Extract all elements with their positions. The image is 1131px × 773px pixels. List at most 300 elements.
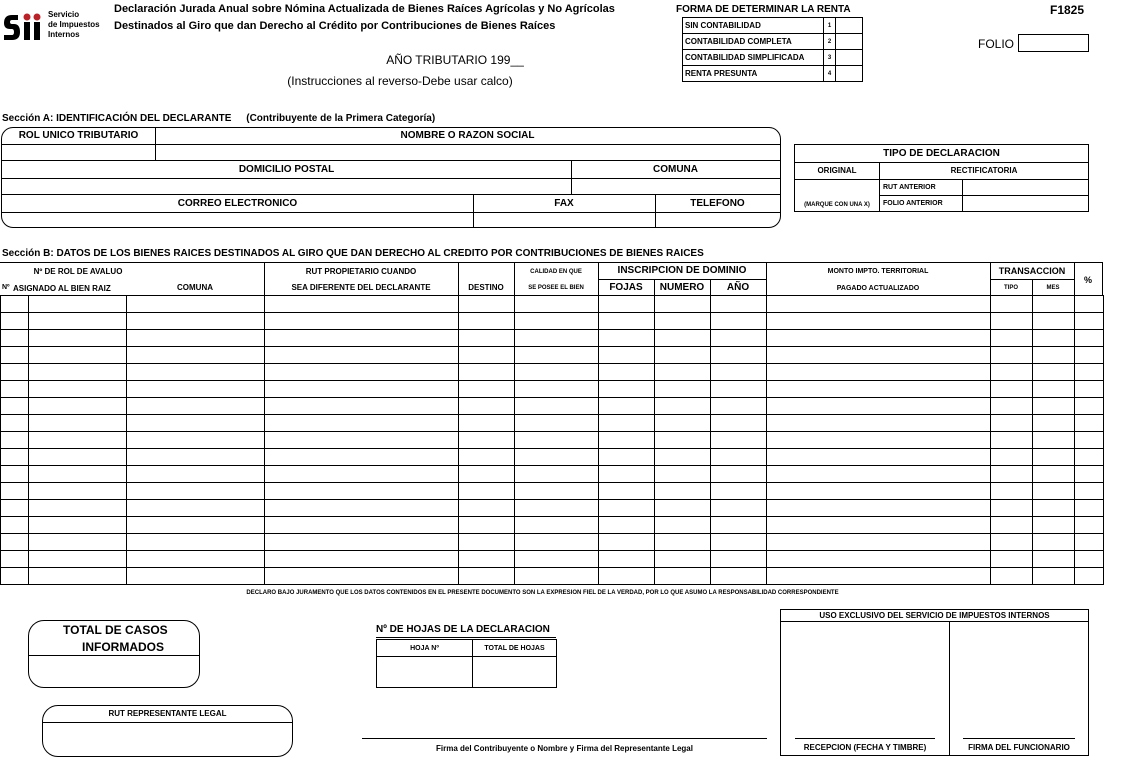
renta-option-number: 3 (824, 50, 836, 66)
cell-tipo[interactable] (991, 568, 1033, 585)
cell-tipo[interactable] (991, 483, 1033, 500)
cell-mes[interactable] (1033, 313, 1075, 330)
cell-no[interactable] (1, 432, 29, 449)
email-field[interactable] (2, 213, 472, 227)
comuna-field[interactable] (572, 179, 780, 194)
cell-no[interactable] (1, 347, 29, 364)
cell-porcentaje[interactable] (1075, 466, 1104, 483)
cell-fojas[interactable] (599, 483, 655, 500)
pages-box (376, 639, 557, 688)
cell-monto[interactable] (767, 381, 991, 398)
col-rol-avaluo: Nº DE ROL DE AVALUO (33, 267, 123, 276)
cell-tipo[interactable] (991, 364, 1033, 381)
cell-calidad[interactable] (515, 534, 599, 551)
tax-year: AÑO TRIBUTARIO 199__ (386, 53, 524, 67)
cell-calidad[interactable] (515, 415, 599, 432)
cell-rol-asignado[interactable] (29, 415, 127, 432)
cell-fojas[interactable] (599, 466, 655, 483)
cell-calidad[interactable] (515, 347, 599, 364)
cell-destino[interactable] (459, 449, 515, 466)
cell-calidad[interactable] (515, 466, 599, 483)
cell-anio[interactable] (711, 364, 767, 381)
legal-rep-rut-field[interactable] (49, 724, 286, 754)
cell-comuna[interactable] (127, 398, 265, 415)
cell-porcentaje[interactable] (1075, 364, 1104, 381)
cell-calidad[interactable] (515, 449, 599, 466)
cell-monto[interactable] (767, 551, 991, 568)
cell-comuna[interactable] (127, 449, 265, 466)
cell-tipo[interactable] (991, 449, 1033, 466)
cell-destino[interactable] (459, 313, 515, 330)
cell-mes[interactable] (1033, 347, 1075, 364)
cell-comuna[interactable] (127, 296, 265, 313)
cell-porcentaje[interactable] (1075, 296, 1104, 313)
section-a-title (2, 113, 435, 124)
cell-rol-asignado[interactable] (29, 483, 127, 500)
cell-tipo[interactable] (991, 330, 1033, 347)
name-label: NOMBRE O RAZON SOCIAL (400, 130, 535, 141)
cell-destino[interactable] (459, 517, 515, 534)
cell-porcentaje[interactable] (1075, 432, 1104, 449)
cell-fojas[interactable] (599, 415, 655, 432)
cell-monto[interactable] (767, 534, 991, 551)
cell-rol-asignado[interactable] (29, 568, 127, 585)
cell-tipo[interactable] (991, 534, 1033, 551)
cell-monto[interactable] (767, 517, 991, 534)
cell-rut-propietario[interactable] (265, 330, 459, 347)
cell-mes[interactable] (1033, 500, 1075, 517)
cell-anio[interactable] (711, 347, 767, 364)
cell-mes[interactable] (1033, 568, 1075, 585)
cell-numero[interactable] (655, 330, 711, 347)
table-row (1, 432, 1104, 449)
cell-destino[interactable] (459, 466, 515, 483)
section-b-header (0, 262, 1103, 296)
cell-destino[interactable] (459, 483, 515, 500)
cell-mes[interactable] (1033, 381, 1075, 398)
phone-field[interactable] (656, 213, 780, 227)
renta-option-checkbox[interactable] (836, 18, 863, 34)
cell-anio[interactable] (711, 398, 767, 415)
cell-no[interactable] (1, 483, 29, 500)
section-a-heading: Sección A: IDENTIFICACIÓN DEL DECLARANTE (2, 113, 232, 124)
renta-option-checkbox[interactable] (836, 34, 863, 50)
cell-anio[interactable] (711, 296, 767, 313)
cell-comuna[interactable] (127, 551, 265, 568)
cell-fojas[interactable] (599, 364, 655, 381)
cell-mes[interactable] (1033, 483, 1075, 500)
cell-tipo[interactable] (991, 466, 1033, 483)
cell-rut-propietario[interactable] (265, 466, 459, 483)
cell-comuna[interactable] (127, 313, 265, 330)
cell-porcentaje[interactable] (1075, 483, 1104, 500)
cell-porcentaje[interactable] (1075, 568, 1104, 585)
cell-fojas[interactable] (599, 347, 655, 364)
cell-calidad[interactable] (515, 330, 599, 347)
cell-rol-asignado[interactable] (29, 500, 127, 517)
table-row (1, 517, 1104, 534)
cell-no[interactable] (1, 398, 29, 415)
renta-title: FORMA DE DETERMINAR LA RENTA (676, 4, 851, 15)
cell-anio[interactable] (711, 432, 767, 449)
cell-monto[interactable] (767, 500, 991, 517)
cell-porcentaje[interactable] (1075, 415, 1104, 432)
cell-destino[interactable] (459, 398, 515, 415)
cell-monto[interactable] (767, 568, 991, 585)
original-checkbox[interactable] (797, 181, 877, 199)
reception-stamp-area[interactable] (785, 624, 945, 734)
cell-monto[interactable] (767, 432, 991, 449)
folio-field[interactable] (1018, 34, 1089, 52)
official-signature-area[interactable] (953, 624, 1084, 734)
cell-no[interactable] (1, 568, 29, 585)
cell-destino[interactable] (459, 551, 515, 568)
cell-destino[interactable] (459, 364, 515, 381)
cell-fojas[interactable] (599, 568, 655, 585)
cell-rut-propietario[interactable] (265, 483, 459, 500)
cell-fojas[interactable] (599, 313, 655, 330)
cell-rol-asignado[interactable] (29, 330, 127, 347)
cell-anio[interactable] (711, 483, 767, 500)
cell-rol-asignado[interactable] (29, 313, 127, 330)
cell-rol-asignado[interactable] (29, 381, 127, 398)
cell-comuna[interactable] (127, 432, 265, 449)
comuna-label: COMUNA (653, 163, 698, 175)
cell-monto[interactable] (767, 313, 991, 330)
cell-rut-propietario[interactable] (265, 432, 459, 449)
signature-area[interactable] (362, 700, 767, 738)
cell-comuna[interactable] (127, 466, 265, 483)
cell-destino[interactable] (459, 381, 515, 398)
cell-numero[interactable] (655, 432, 711, 449)
cell-tipo[interactable] (991, 381, 1033, 398)
cell-tipo[interactable] (991, 415, 1033, 432)
cell-comuna[interactable] (127, 330, 265, 347)
cell-fojas[interactable] (599, 517, 655, 534)
cell-fojas[interactable] (599, 398, 655, 415)
cell-destino[interactable] (459, 347, 515, 364)
cell-mes[interactable] (1033, 517, 1075, 534)
cell-rol-asignado[interactable] (29, 551, 127, 568)
col-tipo: TIPO (1003, 285, 1018, 291)
cell-destino[interactable] (459, 330, 515, 347)
folio-anterior-field[interactable] (963, 196, 1088, 211)
cell-no[interactable] (1, 500, 29, 517)
sii-logo (2, 9, 108, 45)
cell-calidad[interactable] (515, 296, 599, 313)
official-signature-label: FIRMA DEL FUNCIONARIO (968, 743, 1070, 752)
cell-rut-propietario[interactable] (265, 364, 459, 381)
col-comuna: COMUNA (177, 283, 213, 292)
cell-rol-asignado[interactable] (29, 398, 127, 415)
cell-numero[interactable] (655, 551, 711, 568)
original-label: ORIGINAL (817, 166, 857, 175)
renta-option-label: RENTA PRESUNTA (683, 66, 824, 82)
col-transaccion: TRANSACCION (998, 265, 1066, 276)
cell-rut-propietario[interactable] (265, 551, 459, 568)
cell-monto[interactable] (767, 398, 991, 415)
cell-anio[interactable] (711, 313, 767, 330)
cell-comuna[interactable] (127, 381, 265, 398)
cell-mes[interactable] (1033, 432, 1075, 449)
cell-numero[interactable] (655, 500, 711, 517)
cell-no[interactable] (1, 449, 29, 466)
total-pages-field[interactable] (473, 657, 556, 687)
signature-label: Firma del Contribuyente o Nombre y Firma del Representante Legal (436, 744, 693, 753)
cell-rut-propietario[interactable] (265, 415, 459, 432)
cell-monto[interactable] (767, 415, 991, 432)
cell-numero[interactable] (655, 381, 711, 398)
rut-anterior-field[interactable] (963, 180, 1088, 195)
cell-mes[interactable] (1033, 364, 1075, 381)
cell-rut-propietario[interactable] (265, 347, 459, 364)
cell-mes[interactable] (1033, 330, 1075, 347)
cell-rol-asignado[interactable] (29, 347, 127, 364)
cell-rol-asignado[interactable] (29, 534, 127, 551)
total-pages-label: TOTAL DE HOJAS (484, 644, 545, 652)
table-row (1, 313, 1104, 330)
col-monto: MONTO IMPTO. TERRITORIAL (827, 268, 929, 275)
cell-no[interactable] (1, 551, 29, 568)
cell-tipo[interactable] (991, 551, 1033, 568)
cell-numero[interactable] (655, 313, 711, 330)
renta-option-label: CONTABILIDAD COMPLETA (683, 34, 824, 50)
cell-tipo[interactable] (991, 296, 1033, 313)
col-mes: MES (1046, 285, 1060, 291)
cell-calidad[interactable] (515, 313, 599, 330)
cell-fojas[interactable] (599, 296, 655, 313)
folio-anterior-label: FOLIO ANTERIOR (883, 200, 943, 207)
cell-comuna[interactable] (127, 500, 265, 517)
cell-calidad[interactable] (515, 500, 599, 517)
renta-option-number: 2 (824, 34, 836, 50)
cell-calidad[interactable] (515, 568, 599, 585)
cell-rol-asignado[interactable] (29, 432, 127, 449)
cell-destino[interactable] (459, 296, 515, 313)
cell-fojas[interactable] (599, 534, 655, 551)
cell-tipo[interactable] (991, 347, 1033, 364)
cell-calidad[interactable] (515, 551, 599, 568)
cell-comuna[interactable] (127, 568, 265, 585)
table-row (1, 534, 1104, 551)
cell-numero[interactable] (655, 347, 711, 364)
cell-anio[interactable] (711, 466, 767, 483)
form-code: F1825 (1050, 3, 1085, 17)
cell-monto[interactable] (767, 330, 991, 347)
cell-rol-asignado[interactable] (29, 466, 127, 483)
cell-anio[interactable] (711, 551, 767, 568)
cell-tipo[interactable] (991, 432, 1033, 449)
cell-fojas[interactable] (599, 449, 655, 466)
cell-calidad[interactable] (515, 483, 599, 500)
cell-no[interactable] (1, 313, 29, 330)
cell-monto[interactable] (767, 466, 991, 483)
cell-tipo[interactable] (991, 398, 1033, 415)
cell-monto[interactable] (767, 364, 991, 381)
properties-table (0, 295, 1104, 585)
page-number-field[interactable] (377, 657, 471, 687)
cell-monto[interactable] (767, 483, 991, 500)
renta-option-checkbox[interactable] (836, 50, 863, 66)
rut-field[interactable] (2, 145, 154, 160)
cell-no[interactable] (1, 364, 29, 381)
cell-no[interactable] (1, 415, 29, 432)
cell-fojas[interactable] (599, 432, 655, 449)
cell-anio[interactable] (711, 517, 767, 534)
cell-comuna[interactable] (127, 483, 265, 500)
cell-fojas[interactable] (599, 381, 655, 398)
cell-mes[interactable] (1033, 551, 1075, 568)
cell-destino[interactable] (459, 500, 515, 517)
cell-no[interactable] (1, 517, 29, 534)
sii-logo-text (48, 10, 100, 40)
form-title-line2: Destinados al Giro que dan Derecho al Crédito por Contribuciones de Bienes Raíces (114, 20, 556, 32)
cell-fojas[interactable] (599, 551, 655, 568)
cell-numero[interactable] (655, 415, 711, 432)
cell-destino[interactable] (459, 534, 515, 551)
cell-porcentaje[interactable] (1075, 347, 1104, 364)
cell-mes[interactable] (1033, 449, 1075, 466)
cell-destino[interactable] (459, 568, 515, 585)
cell-numero[interactable] (655, 296, 711, 313)
cell-numero[interactable] (655, 364, 711, 381)
cell-porcentaje[interactable] (1075, 381, 1104, 398)
cell-no[interactable] (1, 296, 29, 313)
cell-rut-propietario[interactable] (265, 313, 459, 330)
cell-no[interactable] (1, 381, 29, 398)
cell-rut-propietario[interactable] (265, 381, 459, 398)
folio-label: FOLIO (978, 37, 1015, 51)
cell-calidad[interactable] (515, 364, 599, 381)
cell-mes[interactable] (1033, 296, 1075, 313)
col-fojas: FOJAS (609, 282, 643, 293)
cell-porcentaje[interactable] (1075, 449, 1104, 466)
cell-anio[interactable] (711, 381, 767, 398)
cell-porcentaje[interactable] (1075, 500, 1104, 517)
table-row (1, 466, 1104, 483)
cell-numero[interactable] (655, 568, 711, 585)
cell-rol-asignado[interactable] (29, 364, 127, 381)
cell-anio[interactable] (711, 534, 767, 551)
cell-porcentaje[interactable] (1075, 398, 1104, 415)
cell-tipo[interactable] (991, 500, 1033, 517)
cell-anio[interactable] (711, 415, 767, 432)
section-b-title: Sección B: DATOS DE LOS BIENES RAICES DESTINADOS AL GIRO QUE DAN DERECHO AL CREDITO POR CONTRIBUCIONES DE BIENES RAICES (2, 248, 704, 259)
legal-rep-rut-label: RUT REPRESENTANTE LEGAL (108, 709, 227, 718)
cell-rut-propietario[interactable] (265, 568, 459, 585)
cell-mes[interactable] (1033, 466, 1075, 483)
col-destino: DESTINO (468, 283, 504, 292)
renta-option[interactable] (683, 34, 863, 50)
table-row (1, 296, 1104, 313)
cell-tipo[interactable] (991, 517, 1033, 534)
cell-comuna[interactable] (127, 415, 265, 432)
cell-numero[interactable] (655, 398, 711, 415)
legal-rep-rut-box (42, 705, 293, 757)
logo-text-line: Internos (48, 30, 80, 39)
cell-comuna[interactable] (127, 534, 265, 551)
total-cases-field[interactable] (33, 657, 195, 685)
renta-option[interactable] (683, 66, 863, 82)
page-number-label: HOJA Nº (410, 644, 439, 652)
cell-rol-asignado[interactable] (29, 296, 127, 313)
cell-rut-propietario[interactable] (265, 517, 459, 534)
name-field[interactable] (156, 145, 780, 160)
cell-calidad[interactable] (515, 432, 599, 449)
cell-rut-propietario[interactable] (265, 296, 459, 313)
col-calidad: CALIDAD EN QUE (530, 268, 582, 275)
rectificatoria-label: RECTIFICATORIA (950, 166, 1018, 175)
cell-numero[interactable] (655, 517, 711, 534)
cell-fojas[interactable] (599, 330, 655, 347)
cell-comuna[interactable] (127, 347, 265, 364)
cell-calidad[interactable] (515, 517, 599, 534)
cell-porcentaje[interactable] (1075, 313, 1104, 330)
logo-text-line: Servicio (48, 10, 80, 19)
cell-rut-propietario[interactable] (265, 449, 459, 466)
address-field[interactable] (2, 179, 570, 194)
renta-option[interactable] (683, 18, 863, 34)
cell-numero[interactable] (655, 534, 711, 551)
cell-numero[interactable] (655, 483, 711, 500)
cell-anio[interactable] (711, 568, 767, 585)
cell-porcentaje[interactable] (1075, 330, 1104, 347)
cell-calidad[interactable] (515, 398, 599, 415)
renta-option[interactable] (683, 50, 863, 66)
cell-destino[interactable] (459, 415, 515, 432)
cell-porcentaje[interactable] (1075, 551, 1104, 568)
cell-no[interactable] (1, 330, 29, 347)
table-row (1, 449, 1104, 466)
cell-porcentaje[interactable] (1075, 534, 1104, 551)
cell-porcentaje[interactable] (1075, 517, 1104, 534)
oath-statement: DECLARO BAJO JURAMENTO QUE LOS DATOS CONTENIDOS EN EL PRESENTE DOCUMENTO SON LA EXPRESION FIEL DE LA VERDAD, POR LO QUE ASUMO LA RESPONSABILIDAD CORRESPONDIENTE (246, 590, 839, 596)
cell-fojas[interactable] (599, 500, 655, 517)
cell-rol-asignado[interactable] (29, 517, 127, 534)
cell-destino[interactable] (459, 432, 515, 449)
cell-rol-asignado[interactable] (29, 449, 127, 466)
cell-monto[interactable] (767, 296, 991, 313)
cell-mes[interactable] (1033, 398, 1075, 415)
cell-anio[interactable] (711, 449, 767, 466)
cell-numero[interactable] (655, 466, 711, 483)
cell-monto[interactable] (767, 347, 991, 364)
cell-comuna[interactable] (127, 517, 265, 534)
fax-field[interactable] (474, 213, 654, 227)
cell-rut-propietario[interactable] (265, 500, 459, 517)
cell-rut-propietario[interactable] (265, 534, 459, 551)
cell-anio[interactable] (711, 330, 767, 347)
logo-text-line: de Impuestos (48, 20, 100, 29)
table-row (1, 330, 1104, 347)
reception-label: RECEPCION (FECHA Y TIMBRE) (803, 743, 927, 752)
cell-no[interactable] (1, 534, 29, 551)
renta-option-checkbox[interactable] (836, 66, 863, 82)
cell-calidad[interactable] (515, 381, 599, 398)
rut-anterior-label: RUT ANTERIOR (883, 184, 936, 191)
col-porcentaje: % (1083, 274, 1092, 285)
cell-no[interactable] (1, 466, 29, 483)
cell-tipo[interactable] (991, 313, 1033, 330)
cell-anio[interactable] (711, 500, 767, 517)
cell-mes[interactable] (1033, 415, 1075, 432)
cell-comuna[interactable] (127, 364, 265, 381)
cell-monto[interactable] (767, 449, 991, 466)
cell-rut-propietario[interactable] (265, 398, 459, 415)
table-row (1, 500, 1104, 517)
cell-mes[interactable] (1033, 534, 1075, 551)
cell-numero[interactable] (655, 449, 711, 466)
